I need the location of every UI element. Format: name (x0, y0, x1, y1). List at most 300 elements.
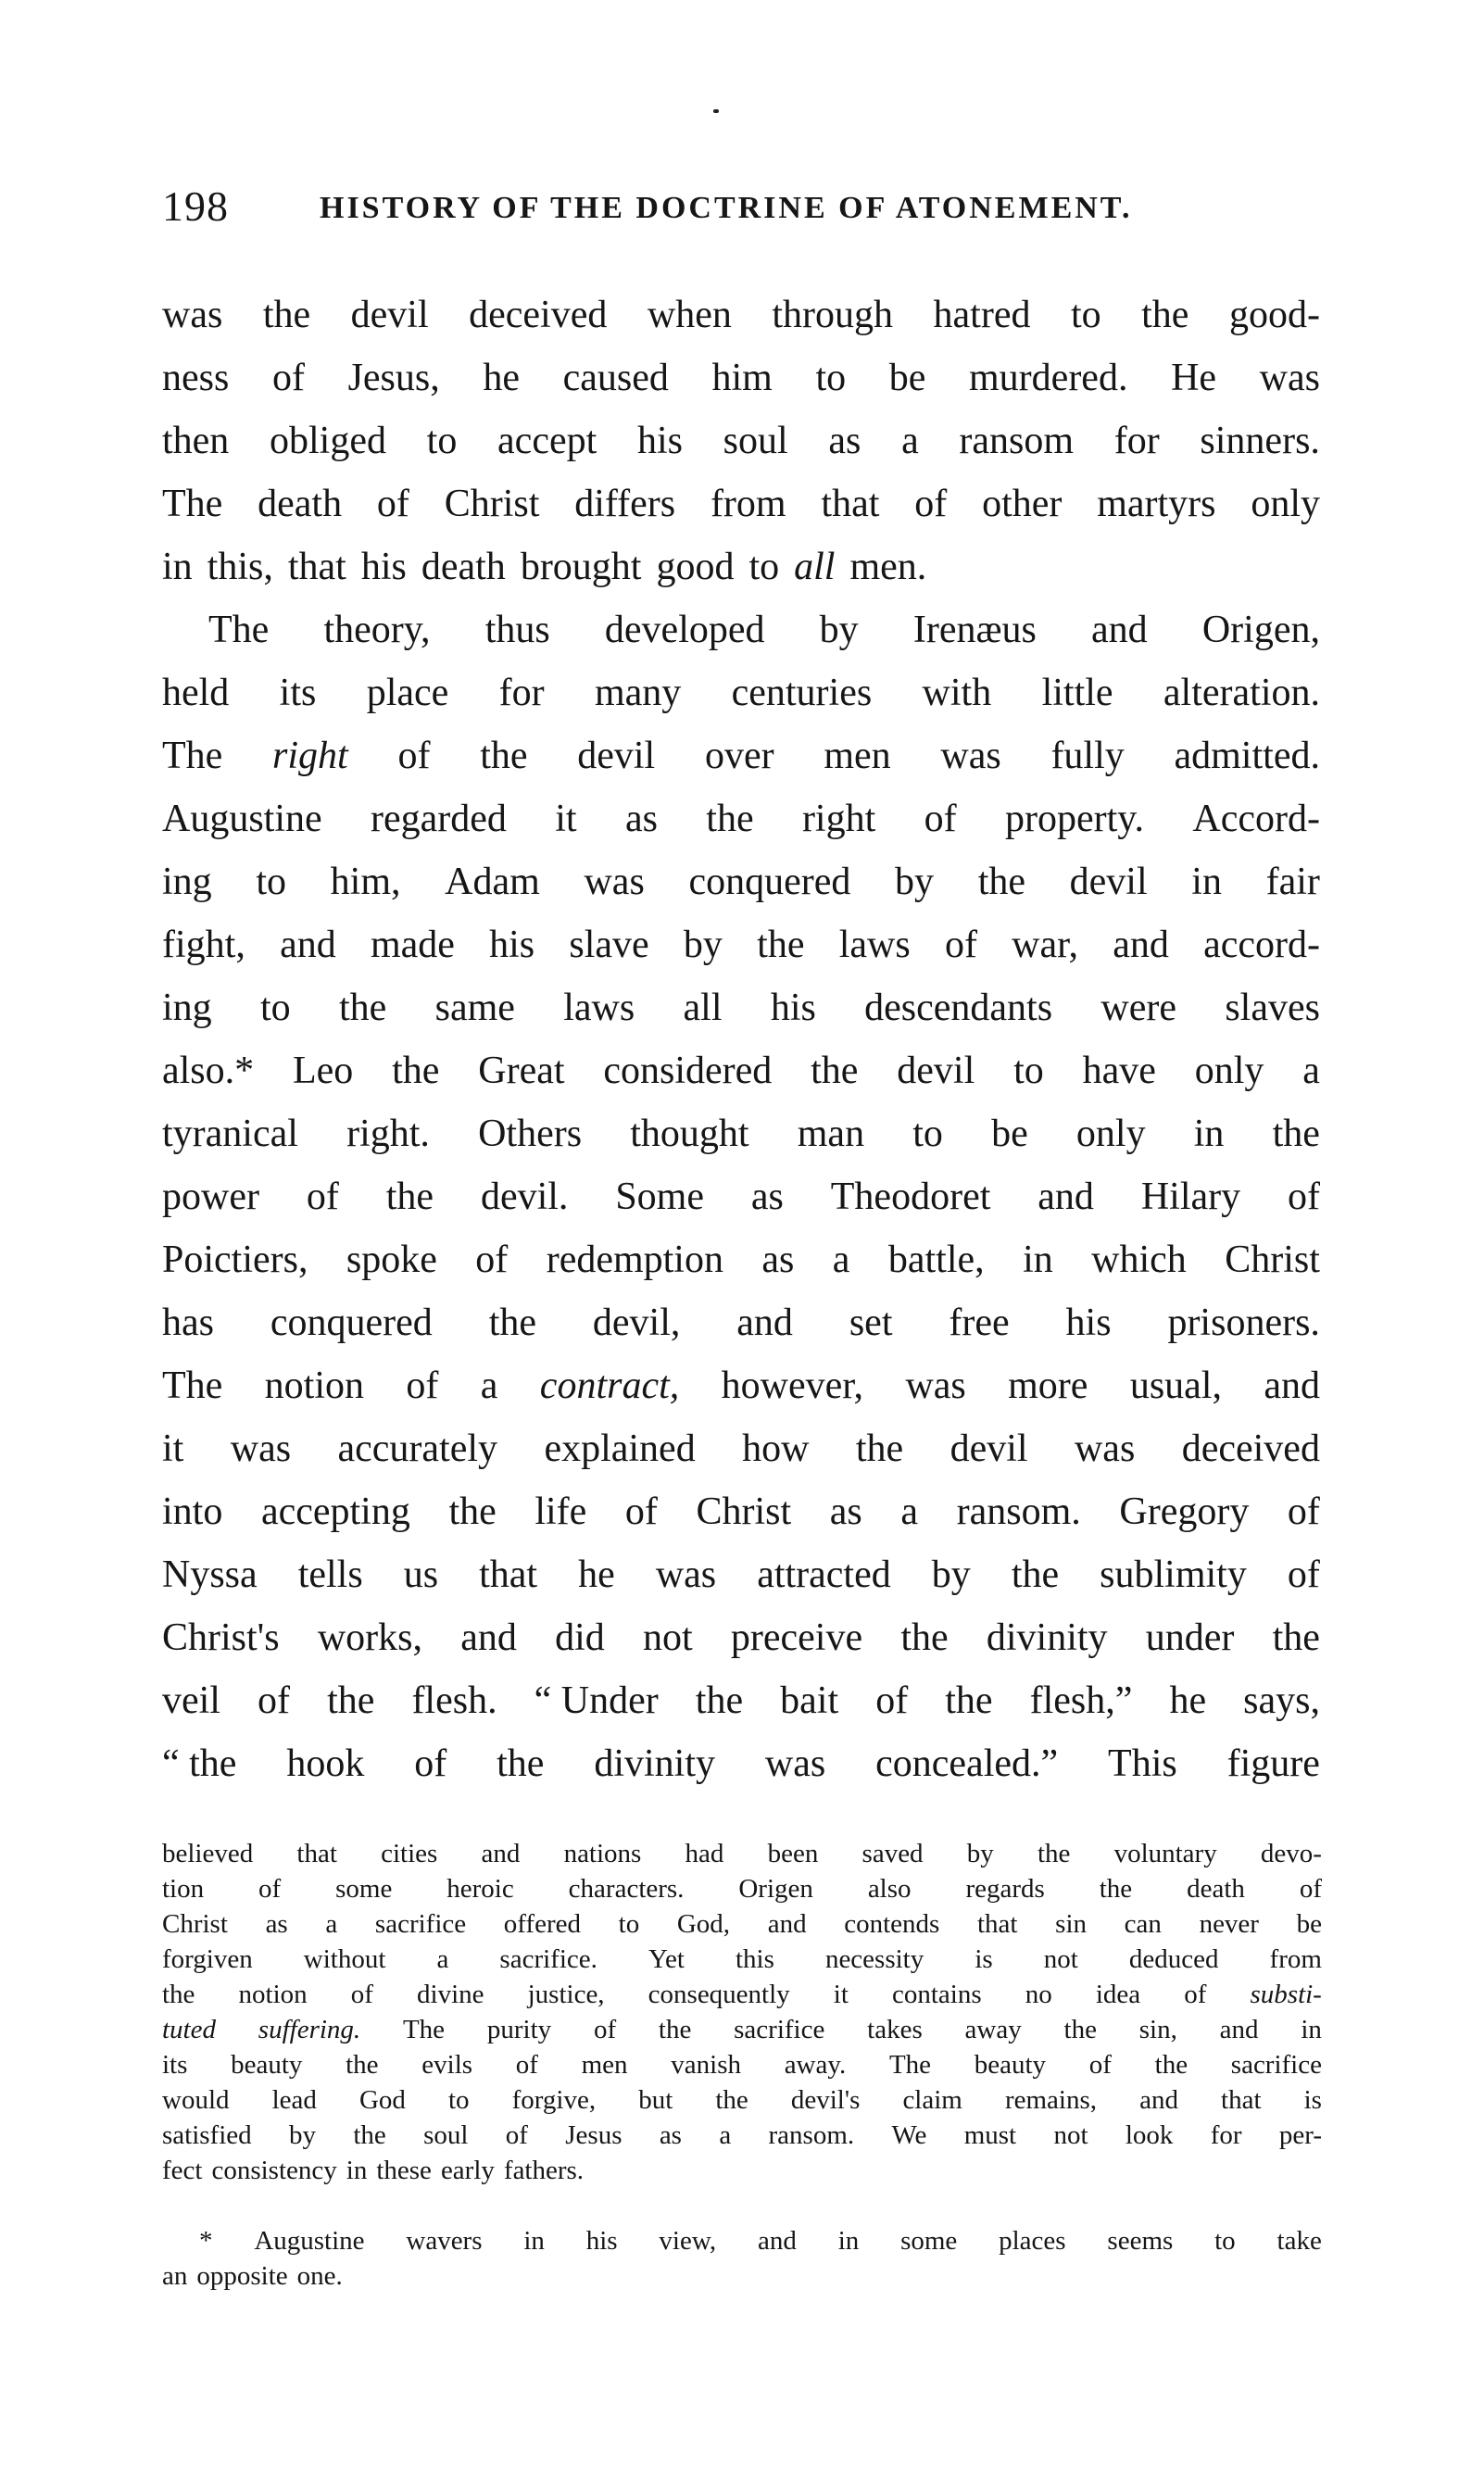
word: without (303, 1944, 386, 1974)
word: it (555, 798, 577, 840)
word: characters. (568, 1874, 685, 1904)
word: in (162, 546, 193, 588)
word: seems (1107, 2226, 1174, 2256)
page-number: 198 (162, 182, 229, 230)
ink-speck (713, 109, 719, 113)
word: the (900, 1616, 949, 1659)
word: its (162, 2050, 188, 2080)
word: martyrs (1097, 483, 1216, 525)
word: wavers (406, 2226, 483, 2256)
word: by (288, 2120, 316, 2150)
word: him (711, 357, 773, 399)
word: conquered (688, 861, 851, 903)
word: Others (478, 1113, 583, 1155)
word: into (162, 1490, 223, 1533)
word: men (824, 735, 891, 777)
word: he (578, 1553, 615, 1596)
word: to (618, 1909, 640, 1939)
word: his (489, 924, 535, 966)
text-line (162, 1669, 1320, 1732)
word: in (523, 2226, 545, 2256)
word: of (1287, 1490, 1320, 1533)
word: property. (1004, 798, 1145, 840)
word: Great (478, 1050, 565, 1092)
word: us (403, 1553, 439, 1596)
running-head (162, 182, 1329, 237)
word: been (767, 1839, 819, 1868)
text-line (162, 1417, 1320, 1480)
footnote-line (162, 2012, 1322, 2047)
word: little (1041, 672, 1113, 714)
word: however, (721, 1364, 864, 1407)
word: Origen (738, 1874, 813, 1904)
word: from (1269, 1944, 1322, 1974)
word: by (931, 1553, 971, 1596)
word: usual, (1129, 1364, 1222, 1407)
word: hatred (933, 294, 1031, 336)
word: look (1125, 2120, 1174, 2150)
word: The (162, 483, 223, 525)
word: from (710, 483, 786, 525)
text-line (162, 472, 1320, 535)
word: of (306, 1176, 339, 1218)
word: lead (271, 2085, 317, 2115)
word: Hilary (1140, 1176, 1241, 1218)
word: to (259, 987, 291, 1029)
word: for (498, 672, 545, 714)
word: Christ (1225, 1239, 1320, 1281)
word: notion (264, 1364, 365, 1407)
word: saved (861, 1839, 924, 1868)
word: the (855, 1427, 904, 1470)
word: heroic (446, 1874, 514, 1904)
word: a (900, 1490, 919, 1533)
word: devil. (480, 1176, 569, 1218)
word: the (757, 924, 805, 966)
word: how (742, 1427, 810, 1470)
word: bait (780, 1679, 839, 1722)
word: by (966, 1839, 994, 1868)
word: only (1251, 483, 1320, 525)
word: This (1108, 1742, 1177, 1785)
word: devil (1069, 861, 1148, 903)
word: per- (1278, 2120, 1322, 2150)
word: was (655, 1553, 717, 1596)
word: forgiven (162, 1944, 253, 1974)
word: a (480, 1364, 498, 1407)
word: no (1025, 1980, 1052, 2009)
word: and (1113, 924, 1169, 966)
word: contends (844, 1909, 940, 1939)
word: is (975, 1944, 993, 1974)
word: consequently (648, 1980, 790, 2009)
word: his (636, 420, 683, 462)
word: places (999, 2226, 1066, 2256)
word: the (162, 1980, 195, 2009)
word: God (358, 2085, 406, 2115)
word: regarded (371, 798, 507, 840)
word: was (162, 294, 223, 336)
word: it (162, 1427, 184, 1470)
word: conquered (270, 1302, 433, 1344)
word: to (815, 357, 847, 399)
word: he (1169, 1679, 1207, 1722)
word: Origen, (1201, 609, 1320, 651)
word: was (905, 1364, 966, 1407)
word: sacrifice. (499, 1944, 597, 1974)
word: power (162, 1176, 259, 1218)
word: preceive (730, 1616, 863, 1659)
word: take (1276, 2226, 1322, 2256)
word: of (924, 798, 957, 840)
word: and (767, 1909, 807, 1939)
word: man (797, 1113, 865, 1155)
word: the (488, 1302, 537, 1344)
word: right (272, 735, 348, 777)
word: cities (381, 1839, 438, 1868)
word: Jesus, (347, 357, 440, 399)
word: under (1145, 1616, 1235, 1659)
word: right (801, 798, 876, 840)
running-head-title: HISTORY OF THE DOCTRINE OF ATONEMENT. (320, 191, 1133, 225)
word: ransom. (768, 2120, 855, 2150)
word: voluntary (1113, 1839, 1217, 1868)
word: all (794, 546, 836, 588)
word: Leo (292, 1050, 354, 1092)
word: The (162, 735, 223, 777)
word: were (1100, 987, 1176, 1029)
word: was (940, 735, 1001, 777)
word: beauty (974, 2050, 1047, 2080)
footnote-line (162, 2082, 1322, 2118)
word: veil (162, 1679, 220, 1722)
word: free (949, 1302, 1010, 1344)
word: “ the (162, 1742, 237, 1785)
word: beauty (231, 2050, 303, 2080)
word: fathers. (503, 2156, 585, 2185)
word: forgive, (511, 2085, 597, 2115)
word: of (505, 2120, 528, 2150)
word: the (1272, 1616, 1320, 1659)
word: to (1070, 294, 1101, 336)
word: had (685, 1839, 724, 1868)
text-line (162, 976, 1320, 1039)
word: flesh,” (1029, 1679, 1133, 1722)
word: of (350, 1980, 373, 2009)
word: of (258, 1679, 291, 1722)
word: some (900, 2226, 958, 2256)
word: a (1302, 1050, 1320, 1092)
word: idea (1095, 1980, 1141, 2009)
word: necessity (824, 1944, 924, 1974)
word: and (757, 2226, 797, 2256)
word: hook (286, 1742, 365, 1785)
word: have (1082, 1050, 1156, 1092)
word: nations (563, 1839, 642, 1868)
word: to (448, 2085, 470, 2115)
word: soul (423, 2120, 469, 2150)
word: laws (563, 987, 635, 1029)
word: divinity (986, 1616, 1108, 1659)
word: was (584, 861, 645, 903)
word: the (811, 1050, 859, 1092)
word: ransom. (956, 1490, 1081, 1533)
word: all (683, 987, 723, 1029)
word: the (1099, 1874, 1133, 1904)
word: Christ's (162, 1616, 280, 1659)
word: Poictiers, (162, 1239, 308, 1281)
word: ing (162, 987, 212, 1029)
word: to (1214, 2226, 1236, 2256)
word: the (695, 1679, 744, 1722)
word: in (346, 2156, 368, 2185)
word: ing (162, 861, 212, 903)
word: death (1187, 1874, 1245, 1904)
word: many (594, 672, 682, 714)
word: of (593, 2015, 617, 2044)
word: of (271, 357, 305, 399)
word: of (624, 1490, 658, 1533)
word: divine (417, 1980, 484, 2009)
text-line (162, 1480, 1320, 1543)
text-line (162, 1354, 1320, 1417)
footnote-line (162, 2223, 1322, 2258)
word: this (735, 1944, 774, 1974)
word: Accord- (1192, 798, 1320, 840)
footnotes (162, 1836, 1322, 2294)
word: that (479, 1553, 538, 1596)
word: substi- (1250, 1980, 1322, 2009)
word: to (426, 420, 458, 462)
word: the (480, 735, 528, 777)
word: these (376, 2156, 432, 2185)
word: a (719, 2120, 732, 2150)
word: to (912, 1113, 943, 1155)
word: held (162, 672, 230, 714)
text-line (162, 535, 1320, 598)
word: deduced (1128, 1944, 1219, 1974)
word: of (1288, 1176, 1320, 1218)
word: as (265, 1909, 288, 1939)
footnote-line (162, 1871, 1322, 1906)
word: consistency (211, 2156, 337, 2185)
word: life (534, 1490, 587, 1533)
word: regards (965, 1874, 1045, 1904)
word: of (397, 735, 431, 777)
word: not (1053, 2120, 1088, 2150)
word: sacrifice (1230, 2050, 1322, 2080)
word: accord- (1203, 924, 1320, 966)
word: was (230, 1427, 292, 1470)
word: tells (297, 1553, 363, 1596)
word: tion (162, 1874, 205, 1904)
word: the (1141, 294, 1189, 336)
word: Christ (162, 1909, 228, 1939)
word: over (704, 735, 774, 777)
word: God, (676, 1909, 731, 1939)
word: evils (421, 2050, 473, 2080)
word: in (1301, 2015, 1322, 2044)
word: of (944, 924, 977, 966)
word: he (483, 357, 521, 399)
word: the (262, 294, 311, 336)
word: also.* (162, 1050, 255, 1092)
word: with (922, 672, 992, 714)
word: devil (950, 1427, 1028, 1470)
word: prisoners. (1167, 1302, 1320, 1344)
word: men (581, 2050, 628, 2080)
word: the (346, 2050, 379, 2080)
word: thought (630, 1113, 749, 1155)
footnote-line (162, 1977, 1322, 2012)
word: set (849, 1302, 893, 1344)
word: and (1219, 2015, 1259, 2044)
word: to (748, 546, 780, 588)
word: a (325, 1909, 338, 1939)
word: must (963, 2120, 1017, 2150)
word: men. (849, 546, 927, 588)
word: that (296, 1839, 337, 1868)
word: the (1063, 2015, 1097, 2044)
word: and (481, 1839, 521, 1868)
word: an (162, 2261, 188, 2291)
word: concealed.” (875, 1742, 1059, 1785)
word: the (1037, 1839, 1071, 1868)
word: satisfied (162, 2120, 252, 2150)
word: offered (503, 1909, 581, 1939)
word: devil (350, 294, 429, 336)
word: when (647, 294, 732, 336)
text-line (162, 283, 1320, 346)
word: same (434, 987, 515, 1029)
footnote-line (162, 2047, 1322, 2082)
word: devil (577, 735, 656, 777)
word: takes (867, 2015, 923, 2044)
word: believed (162, 1839, 254, 1868)
word: by (819, 609, 859, 651)
word: as (624, 798, 658, 840)
word: sacrifice (734, 2015, 825, 2044)
word: of (1287, 1553, 1320, 1596)
word: figure (1226, 1742, 1320, 1785)
word: fully (1050, 735, 1125, 777)
word: of (406, 1364, 439, 1407)
word: not (642, 1616, 693, 1659)
word: purity (486, 2015, 552, 2044)
word: obliged (270, 420, 386, 462)
word: was (764, 1742, 826, 1785)
word: Augustine (254, 2226, 365, 2256)
word: battle, (887, 1239, 985, 1281)
word: that (821, 483, 880, 525)
word: also (867, 1874, 912, 1904)
word: the (1154, 2050, 1188, 2080)
word: of (1299, 1874, 1322, 1904)
word: and (1038, 1176, 1094, 1218)
word: admitted. (1174, 735, 1320, 777)
word: more (1008, 1364, 1088, 1407)
word: spoke (346, 1239, 437, 1281)
word: by (683, 924, 723, 966)
word: to (256, 861, 286, 903)
word: divinity (594, 1742, 716, 1785)
footnote-line (162, 2153, 1322, 2188)
word: away. (784, 2050, 847, 2080)
word: deceived (469, 294, 608, 336)
word: be (888, 357, 926, 399)
word: ransom (959, 420, 1075, 462)
word: of (875, 1679, 909, 1722)
word: accurately (337, 1427, 498, 1470)
word: and (1264, 1364, 1320, 1407)
word: him, (330, 861, 401, 903)
word: of (1184, 1980, 1207, 2009)
text-line (162, 1606, 1320, 1669)
word: accepting (260, 1490, 410, 1533)
word: sublimity (1100, 1553, 1247, 1596)
text-line (162, 1165, 1320, 1228)
word: The (162, 1364, 223, 1407)
word: laws (838, 924, 911, 966)
text-line (162, 1228, 1320, 1291)
word: a (832, 1239, 850, 1281)
word: the (977, 861, 1025, 903)
word: his (360, 546, 407, 588)
word: Yet (648, 1944, 685, 1974)
footnote-line (162, 1942, 1322, 1977)
word: of (914, 483, 948, 525)
text-line (162, 598, 1320, 661)
word: centuries (731, 672, 873, 714)
word: his (585, 2226, 618, 2256)
word: alteration. (1163, 672, 1320, 714)
word: be (1296, 1909, 1322, 1939)
word: sin (1055, 1909, 1087, 1939)
word: slave (569, 924, 649, 966)
word: of (258, 1874, 282, 1904)
word: ness (162, 357, 230, 399)
word: a (901, 420, 919, 462)
word: as (750, 1176, 784, 1218)
text-line (162, 661, 1320, 724)
word: descendants (864, 987, 1053, 1029)
word: and (1091, 609, 1148, 651)
text-line (162, 1291, 1320, 1354)
word: his (1065, 1302, 1112, 1344)
word: good (656, 546, 735, 588)
word: slaves (1225, 987, 1320, 1029)
word: by (895, 861, 935, 903)
word: devil, (592, 1302, 681, 1344)
word: fair (1265, 861, 1320, 903)
footnote-separator (162, 2188, 1322, 2223)
word: be (991, 1113, 1028, 1155)
word: its (279, 672, 317, 714)
word: Christ (696, 1490, 792, 1533)
word: that (287, 546, 346, 588)
word: works, (317, 1616, 422, 1659)
word: in (837, 2226, 860, 2256)
word: the (1011, 1553, 1060, 1596)
word: this, (207, 546, 273, 588)
word: of (376, 483, 409, 525)
footnote-line (162, 1906, 1322, 1942)
word: devil (897, 1050, 975, 1092)
word: The (402, 2015, 446, 2044)
word: Christ (444, 483, 540, 525)
word: the (658, 2015, 692, 2044)
word: is (1303, 2085, 1322, 2115)
